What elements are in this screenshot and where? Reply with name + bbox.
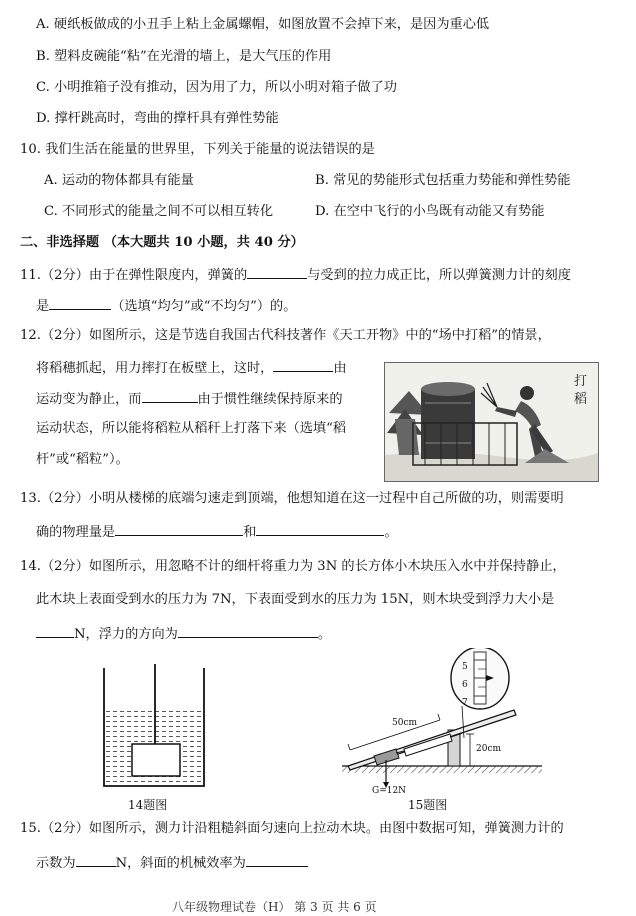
q15-blank-2[interactable] — [246, 853, 308, 867]
q10-option-a: A. 运动的物体都具有能量 — [44, 173, 194, 188]
q10-stem: 10. 我们生活在能量的世界里，下列关于能量的说法错误的是 — [20, 142, 375, 157]
beaker-block-diagram-icon — [98, 664, 212, 790]
q13-line-1: 13.（2分）小明从楼梯的底端匀速走到顶端，他想知道在这一过程中自己所做的功，则需要明 — [20, 491, 564, 506]
q11-line-2 — [36, 296, 296, 316]
q11-text-1a: 11.（2分）由于在弹性限度内，弹簧的 — [20, 268, 248, 283]
q10-option-c: C. 不同形式的能量之间不可以相互转化 — [44, 204, 274, 219]
figure-15-caption: 15题图 — [408, 798, 448, 812]
q13-text-2c: 。 — [384, 525, 398, 540]
q13-line-2 — [36, 522, 398, 542]
q9-option-a: A. 硬纸板做成的小丑手上粘上金属螺帽，如图放置不会掉下来，是因为重心低 — [36, 17, 490, 32]
q11-blank-1[interactable] — [247, 265, 307, 279]
q11-line-1 — [20, 265, 571, 285]
q14-line-1: 14.（2分）如图所示，用忽略不计的细杆将重力为 3N 的长方体小木块压入水中并保持静止， — [20, 559, 566, 574]
q12-text-3a: 运动变为静止，而 — [36, 392, 142, 407]
q12-threshing-illustration — [384, 362, 599, 482]
q14-text-3a: N，浮力的方向为 — [74, 627, 178, 642]
page-footer: 八年级物理试卷（H） 第 3 页 共 6 页 — [172, 900, 377, 914]
q10-option-b: B. 常见的势能形式包括重力势能和弹性势能 — [315, 173, 571, 188]
q14-blank-2[interactable] — [178, 624, 318, 638]
threshing-scene-icon — [385, 363, 598, 481]
q14-line-2: 此木块上表面受到水的压力为 7N，下表面受到水的压力为 15N，则木块受到浮力大小是 — [36, 592, 555, 607]
q9-option-d: D. 撑杆跳高时，弯曲的撑杆具有弹性势能 — [36, 111, 279, 126]
q12-line-4: 运动状态，所以能将稻粒从稻秆上打落下来（选填“稻 — [36, 421, 347, 436]
q14-line-3 — [36, 624, 331, 644]
q12-illustration-caption: 打稻 — [574, 374, 588, 407]
scale-tick-label: 7 — [462, 698, 468, 708]
q15-text-2b: N，斜面的机械效率为 — [115, 856, 246, 871]
q15-blank-1[interactable] — [76, 853, 116, 867]
q12-text-3b: 由于惯性继续保持原来的 — [197, 392, 343, 407]
q12-line-3 — [36, 389, 343, 409]
q12-line-5: 杆”或“稻粒”）。 — [36, 452, 129, 467]
figure-15 — [338, 648, 608, 798]
scale-tick-label: 6 — [462, 680, 468, 690]
q12-blank-1[interactable] — [273, 358, 333, 372]
q14-text-3b: 。 — [317, 627, 332, 642]
incline-height-label: 20cm — [476, 744, 502, 754]
block-weight-label: G=12N — [372, 786, 407, 796]
figure-14 — [98, 664, 212, 790]
q13-text-2b: 和 — [243, 525, 257, 540]
q15-line-2 — [36, 853, 308, 873]
q9-option-b: B. 塑料皮碗能“粘”在光滑的墙上，是大气压的作用 — [36, 49, 332, 64]
q13-blank-2[interactable] — [256, 522, 384, 536]
incline-spring-scale-diagram-icon — [338, 648, 608, 798]
q9-option-c: C. 小明推箱子没有推动，因为用了力，所以小明对箱子做了功 — [36, 80, 397, 95]
q12-text-2a: 将稻穗抓起，用力摔打在板壁上，这时， — [36, 361, 274, 376]
q12-blank-2[interactable] — [142, 389, 198, 403]
q10-option-d: D. 在空中飞行的小鸟既有动能又有势能 — [315, 204, 545, 219]
q15-text-2a: 示数为 — [36, 856, 76, 871]
q11-text-1b: 与受到的拉力成正比，所以弹簧测力计的刻度 — [307, 268, 571, 283]
incline-length-label: 50cm — [392, 718, 418, 728]
q11-blank-2[interactable] — [49, 296, 111, 310]
q11-text-2a: 是 — [36, 299, 50, 314]
q13-text-2a: 确的物理量是 — [36, 525, 116, 540]
q12-line-1: 12.（2分）如图所示，这是节选自我国古代科技著作《天工开物》中的“场中打稻”的情景， — [20, 328, 551, 343]
q15-line-1: 15.（2分）如图所示，测力计沿粗糙斜面匀速向上拉动木块。由图中数据可知，弹簧测力计的 — [20, 821, 564, 836]
scale-tick-label: 5 — [462, 662, 468, 672]
q11-text-2b: （选填“均匀”或“不均匀”）的。 — [111, 299, 297, 314]
figure-14-caption: 14题图 — [128, 798, 168, 812]
q12-line-2 — [36, 358, 347, 378]
q13-blank-1[interactable] — [115, 522, 243, 536]
q14-blank-1[interactable] — [36, 624, 74, 638]
q12-text-2b: 由 — [333, 361, 347, 376]
section-heading: 二、非选择题 （本大题共 10 小题，共 40 分） — [20, 235, 304, 250]
